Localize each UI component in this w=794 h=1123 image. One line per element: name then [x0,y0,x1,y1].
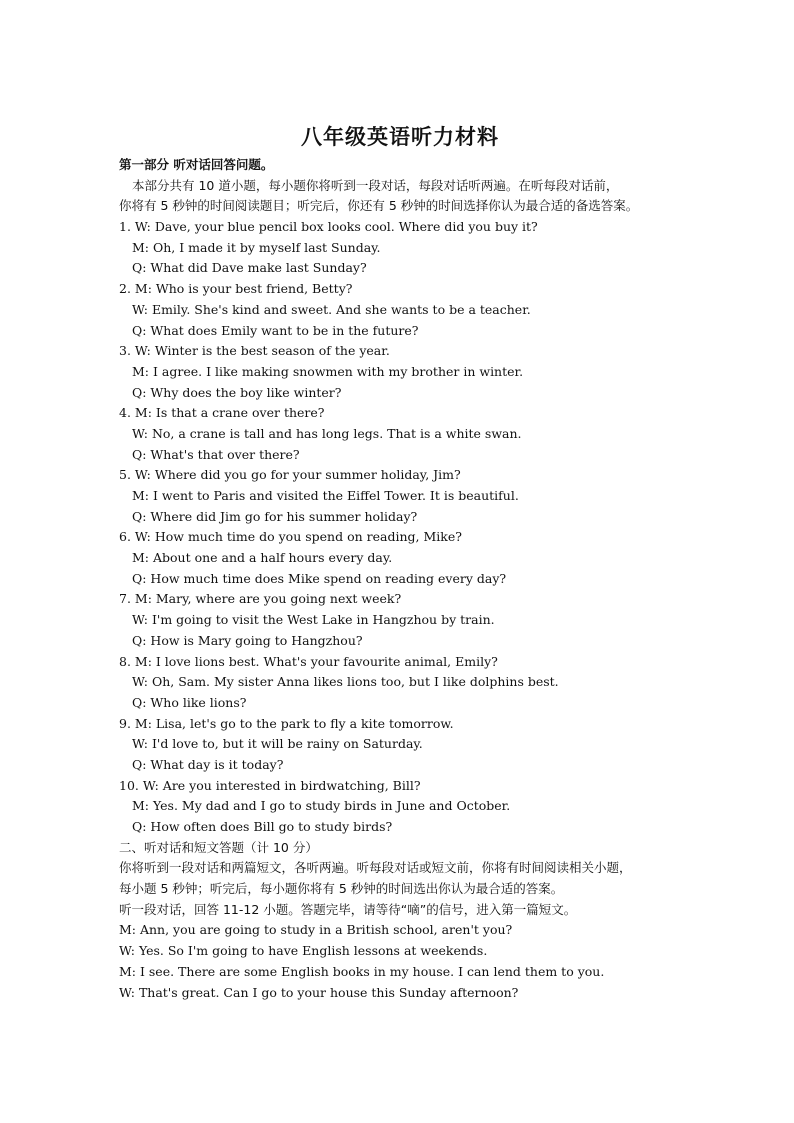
part2-intro-line1: 你将听到一段对话和两篇短文，各听两遍。听每段对话或短文前，你将有时间阅读相关小题， [119,860,632,876]
item5-question: Q: Where did Jim go for his summer holiday? [132,508,418,524]
item9-line2: W: I'd love to, but it will be rainy on Saturday. [132,736,423,752]
item2-line1: 2. M: Who is your best friend, Betty? [119,281,353,297]
item1-question: Q: What did Dave make last Sunday? [132,260,367,276]
document-title: 八年级英语听力材料 [301,125,499,149]
dialogue-line2: W: Yes. So I'm going to have English lessons at weekends. [119,943,488,959]
item9-question: Q: What day is it today? [132,756,284,772]
item4-question: Q: What's that over there? [132,446,300,462]
part1-intro-line2: 你将有 5 秒钟的时间阅读题目；听完后，你还有 5 秒钟的时间选择你认为最合适的备选答案。 [119,198,639,214]
item6-line1: 6. W: How much time do you spend on reading, Mike? [119,529,462,545]
item9-line1: 9. M: Lisa, let's go to the park to fly a kite tomorrow. [119,715,454,731]
item7-line1: 7. M: Mary, where are you going next week? [119,591,402,607]
part2-intro-line2: 每小题 5 秒钟；听完后，每小题你将有 5 秒钟的时间选出你认为最合适的答案。 [119,881,564,897]
item5-line2: M: I went to Paris and visited the Eiffel Tower. It is beautiful. [132,488,519,503]
item8-line1: 8. M: I love lions best. What's your favourite animal, Emily? [119,653,498,669]
item10-line2: M: Yes. My dad and I go to study birds in June and October. [132,798,511,814]
item4-line1: 4. M: Is that a crane over there? [119,405,325,421]
dialogue-line4: W: That's great. Can I go to your house this Sunday afternoon? [119,984,519,1000]
item2-question: Q: What does Emily want to be in the future? [132,322,419,338]
part1-heading: 第一部分 听对话回答问题。 [119,157,274,172]
item5-line1: 5. W: Where did you go for your summer holiday, Jim? [119,467,461,483]
item10-line1: 10. W: Are you interested in birdwatching, Bill? [119,777,421,793]
item7-question: Q: How is Mary going to Hangzhou? [132,632,363,648]
item8-question: Q: Who like lions? [132,694,247,710]
item3-line2: M: I agree. I like making snowmen with my brother in winter. [132,363,524,379]
item7-line2: W: I'm going to visit the West Lake in Hangzhou by train. [132,612,495,628]
part2-instruction: 听一段对话，回答 11-12 小题。答题完毕，请等待“嘀”的信号，进入第一篇短文。 [119,901,577,917]
item6-line2: M: About one and a half hours every day. [132,550,393,566]
part2-heading: 二、听对话和短文答题（计 10 分） [119,839,318,855]
item2-line2: W: Emily. She's kind and sweet. And she wants to be a teacher. [132,301,531,317]
item6-question: Q: How much time does Mike spend on reading every day? [132,570,507,586]
item10-question: Q: How often does Bill go to study birds? [132,819,393,834]
item3-line1: 3. W: Winter is the best season of the year. [119,343,390,359]
item3-question: Q: Why does the boy like winter? [132,384,342,400]
document-body [119,155,679,1003]
item1-line2: M: Oh, I made it by myself last Sunday. [132,239,381,255]
item1-line1: 1. W: Dave, your blue pencil box looks cool. Where did you buy it? [119,219,538,235]
item4-line2: W: No, a crane is tall and has long legs. That is a white swan. [132,425,522,441]
item8-line2: W: Oh, Sam. My sister Anna likes lions too, but I like dolphins best. [132,674,559,690]
part1-intro-line1: 本部分共有 10 道小题，每小题你将听到一段对话，每段对话听两遍。在听每段对话前， [132,177,619,193]
dialogue-line3: M: I see. There are some English books in my house. I can lend them to you. [119,963,605,979]
dialogue-line1: M: Ann, you are going to study in a British school, aren't you? [119,922,513,938]
